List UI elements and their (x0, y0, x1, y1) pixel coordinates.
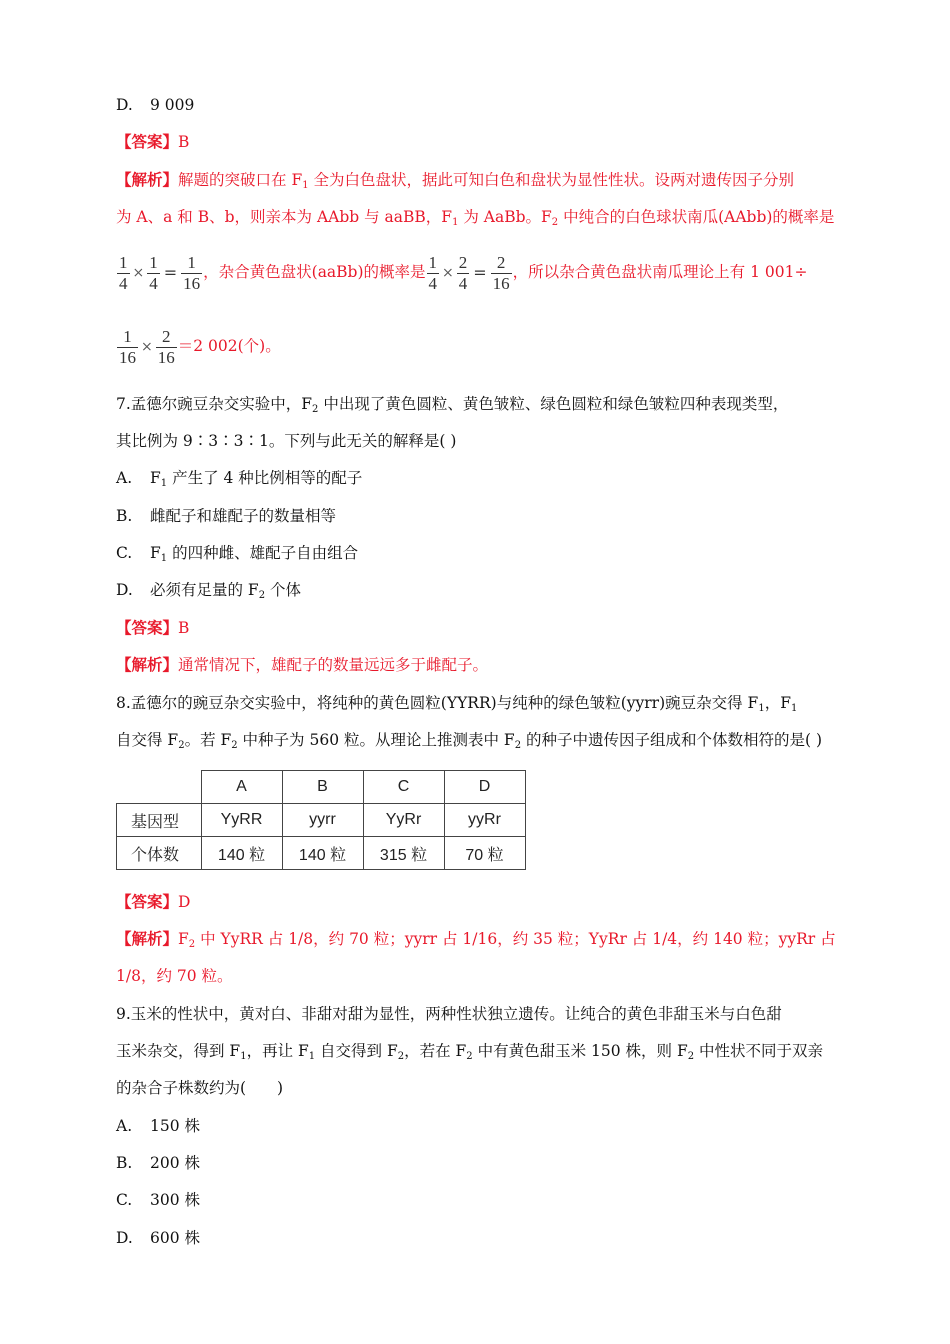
stem-text: 中种子为 560 粒。从理论上推测表中 F (237, 731, 515, 749)
subscript: 1 (308, 1051, 316, 1062)
q8-analysis-line-2 (116, 965, 233, 987)
stem-text: 玉米杂交，得到 F (116, 1042, 241, 1060)
stem-text: 的种子中遗传因子组成和个体数相符的是( ) (521, 731, 823, 749)
table-row (117, 804, 526, 837)
equals-sign: = (163, 263, 178, 282)
option-text: 9 009 (150, 96, 195, 114)
option-letter: A. (116, 469, 133, 487)
denominator: 4 (119, 273, 128, 293)
stem-text: 中有黄色甜玉米 150 株，则 F (472, 1042, 688, 1060)
stem-text: 9.玉米的性状中，黄对白、非甜对甜为显性，两种性状独立遗传。让纯合的黄色非甜玉米与白色甜 (116, 1005, 782, 1023)
table-cell: yyRr (444, 804, 525, 837)
denominator: 4 (428, 273, 438, 293)
table-cell: YyRr (363, 804, 444, 837)
subscript: 2 (397, 1051, 405, 1062)
stem-text: 自交得 F (116, 731, 179, 749)
subscript: 2 (178, 740, 185, 751)
table-row-label: 基因型 (117, 804, 202, 837)
subscript: 1 (302, 180, 309, 191)
stem-text: ，若在 F (404, 1042, 467, 1060)
stem-text: ，再让 F (246, 1042, 309, 1060)
stem-text: 自交得到 F (315, 1042, 398, 1060)
table-cell: yyrr (282, 804, 363, 837)
stem-text: 的杂合子株数约为( ) (116, 1079, 284, 1097)
q7-option-b[interactable] (116, 505, 336, 527)
denominator: 4 (458, 273, 468, 293)
analysis-text: ＝2 002(个)。 (177, 337, 281, 355)
subscript: 1 (452, 217, 459, 228)
q7-option-a[interactable] (116, 467, 362, 489)
numerator: 1 (187, 252, 196, 272)
q8-answer (116, 891, 190, 913)
table-cell: 70 粒 (444, 837, 525, 870)
option-text: 必须有足量的 F (150, 581, 259, 599)
table-header-cell: A (201, 771, 282, 804)
subscript: 1 (790, 703, 798, 714)
stem-text: 中性状不同于双亲 (694, 1042, 824, 1060)
analysis-text: 全为白色盘状，据此可知白色和盘状为显性性状。设两对遗传因子分别 (308, 171, 795, 189)
option-letter: A. (116, 1117, 133, 1135)
fraction (156, 327, 177, 368)
analysis-text: 中纯合的白色球状南瓜(AAbb)的概率是 (558, 208, 835, 226)
option-text: 的四种雌、雄配子自由组合 (167, 544, 359, 562)
analysis-text: 中 YyRR 占 1/8，约 70 粒；yyrr 占 1/16，约 35 粒；YyRr 占 1/4，约 140 粒；yyRr 占 (195, 930, 836, 948)
equals-sign: = (473, 263, 487, 282)
option-text: 150 株 (150, 1117, 201, 1135)
subscript: 1 (160, 478, 168, 489)
q9-stem-line-2 (116, 1040, 823, 1062)
q8-analysis-line-1 (116, 928, 836, 950)
analysis-text: F (178, 930, 189, 948)
q6-analysis-line-3 (116, 250, 807, 295)
table-cell: 315 粒 (363, 837, 444, 870)
table-header-cell: D (444, 771, 525, 804)
q6-analysis-line-4 (116, 324, 281, 369)
option-letter: D. (116, 1229, 133, 1247)
option-letter: D. (116, 96, 133, 114)
q9-option-d[interactable] (116, 1227, 200, 1249)
analysis-text: ，杂合黄色盘状(aaBb)的概率是 (203, 263, 426, 281)
subscript: 2 (312, 404, 319, 415)
analysis-text: ，所以杂合黄色盘状南瓜理论上有 1 001÷ (512, 263, 808, 281)
analysis-text: 通常情况下，雄配子的数量远远多于雌配子。 (178, 656, 489, 674)
table-row-label: 个体数 (117, 837, 202, 870)
stem-text: 8.孟德尔的豌豆杂交实验中，将纯种的黄色圆粒(YYRR)与纯种的绿色皱粒(yyrr)豌豆杂交得 F (116, 694, 759, 712)
answer-tag: 【答案】 (116, 892, 179, 911)
genotype-table (116, 770, 526, 870)
table-header-cell: C (363, 771, 444, 804)
q9-stem-line-1 (116, 1003, 782, 1025)
answer-value: D (178, 893, 191, 911)
table-cell: YyRR (201, 804, 282, 837)
q7-stem-line-1 (116, 393, 788, 415)
fraction (181, 253, 202, 294)
q8-stem-line-1 (116, 692, 797, 714)
denominator: 16 (492, 273, 510, 293)
stem-text: ，F (764, 694, 791, 712)
q7-analysis (116, 654, 488, 676)
option-letter: C. (116, 1191, 133, 1209)
subscript: 2 (258, 590, 266, 601)
q9-option-b[interactable] (116, 1152, 200, 1174)
q8-stem-line-2 (116, 729, 822, 751)
table-cell: 140 粒 (282, 837, 363, 870)
subscript: 2 (188, 939, 196, 950)
q7-stem-line-2 (116, 430, 456, 452)
analysis-tag: 【解析】 (116, 170, 179, 189)
stem-text: 其比例为 9∶3∶3∶1。下列与此无关的解释是( ) (116, 432, 457, 450)
stem-text: 。若 F (184, 731, 232, 749)
subscript: 1 (758, 703, 765, 714)
denominator: 16 (119, 347, 136, 367)
option-text: 600 株 (150, 1229, 201, 1247)
fraction (457, 253, 470, 294)
option-letter: C. (116, 544, 133, 562)
numerator: 2 (458, 252, 468, 272)
times-sign: × (132, 265, 145, 281)
answer-tag: 【答案】 (116, 618, 179, 637)
option-letter: D. (116, 581, 133, 599)
subscript: 1 (160, 553, 168, 564)
option-text: 300 株 (150, 1191, 201, 1209)
option-letter: B. (116, 507, 133, 525)
numerator: 2 (161, 326, 171, 346)
numerator: 1 (123, 326, 132, 346)
q7-answer (116, 617, 189, 639)
table-corner-cell (117, 771, 202, 804)
table-header-cell: B (282, 771, 363, 804)
q7-option-d[interactable] (116, 579, 301, 601)
q9-option-a[interactable] (116, 1115, 200, 1137)
analysis-text: 解题的突破口在 F (178, 171, 303, 189)
table-cell: 140 粒 (201, 837, 282, 870)
option-text: 雌配子和雄配子的数量相等 (150, 507, 337, 525)
stem-text: 中出现了黄色圆粒、黄色皱粒、绿色圆粒和绿色皱粒四种表现类型， (318, 395, 789, 413)
q9-option-c[interactable] (116, 1189, 200, 1211)
subscript: 2 (466, 1051, 473, 1062)
denominator: 16 (157, 347, 175, 367)
fraction (491, 253, 512, 294)
fraction (117, 253, 130, 294)
q7-option-c[interactable] (116, 542, 358, 564)
option-text: F (150, 544, 161, 562)
stem-text: 7.孟德尔豌豆杂交实验中，F (116, 395, 313, 413)
analysis-text: 为 A、a 和 B、b，则亲本为 AAbb 与 aaBB，F (116, 208, 453, 226)
times-sign: × (141, 339, 153, 355)
subscript: 1 (240, 1051, 247, 1062)
q6-option-d (116, 94, 194, 116)
denominator: 4 (149, 273, 158, 293)
table-row (117, 837, 526, 870)
table-header-row (117, 771, 526, 804)
numerator: 1 (149, 252, 158, 272)
analysis-text: 为 AaBb。F (458, 208, 552, 226)
fraction (117, 327, 138, 368)
numerator: 1 (119, 252, 128, 272)
times-sign: × (442, 265, 454, 281)
analysis-text: 1/8，约 70 粒。 (116, 967, 233, 985)
answer-tag: 【答案】 (116, 132, 179, 151)
subscript: 2 (231, 740, 238, 751)
numerator: 2 (496, 252, 506, 272)
option-text: F (150, 469, 161, 487)
answer-value: B (178, 133, 190, 151)
option-text: 个体 (265, 581, 301, 599)
analysis-tag: 【解析】 (116, 929, 179, 948)
subscript: 2 (514, 740, 522, 751)
subscript: 2 (687, 1051, 695, 1062)
q6-analysis-line-2 (116, 206, 834, 228)
answer-value: B (178, 619, 190, 637)
fraction (427, 253, 440, 294)
denominator: 16 (183, 273, 201, 293)
analysis-tag: 【解析】 (116, 655, 179, 674)
fraction (147, 253, 160, 294)
q6-analysis-line-1 (116, 169, 794, 191)
option-text: 200 株 (150, 1154, 201, 1172)
q6-answer (116, 131, 189, 153)
option-text: 产生了 4 种比例相等的配子 (167, 469, 363, 487)
option-letter: B. (116, 1154, 133, 1172)
q9-stem-line-3 (116, 1077, 283, 1099)
numerator: 1 (428, 252, 438, 272)
subscript: 2 (551, 217, 559, 228)
